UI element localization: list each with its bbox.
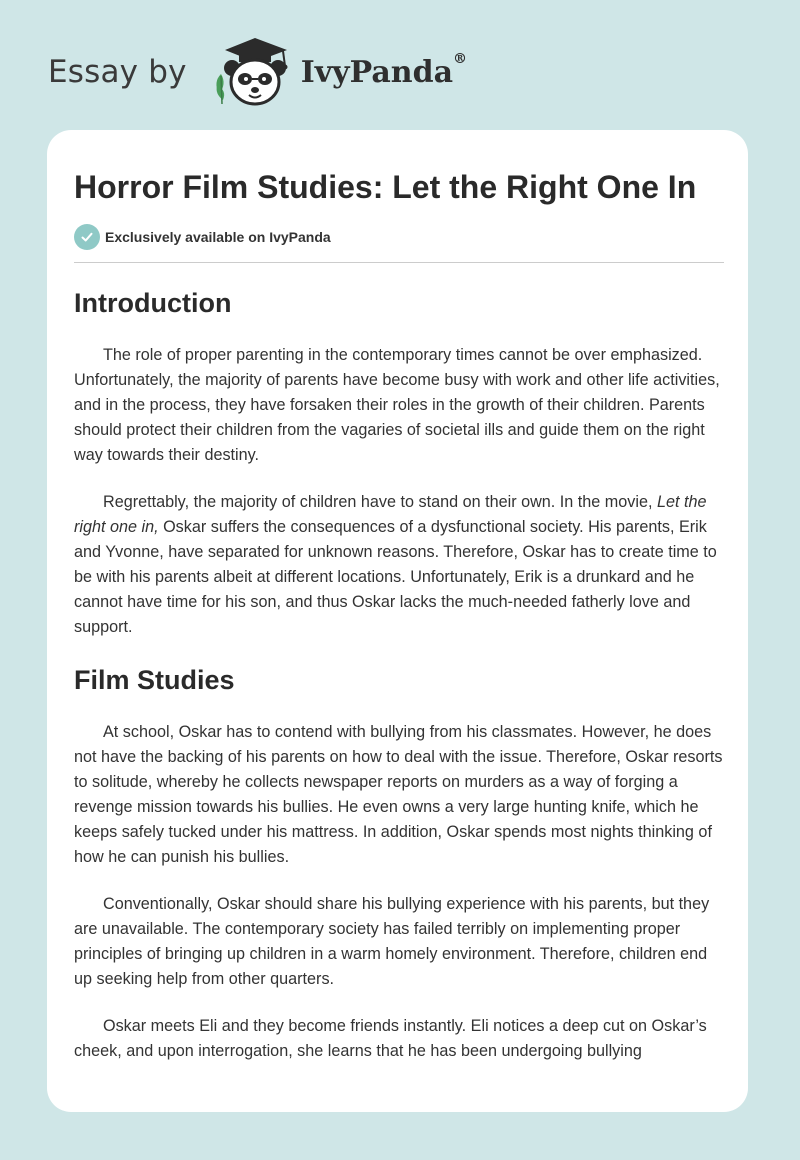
paragraph: The role of proper parenting in the contemporary times cannot be over emphasized. Unfortunately, the majority of parents have become busy with work and other life activities, and in the process, they have forsaken their roles in the growth of their children. Parents should protect their children from the vagaries of societal ills and guide them on the right way towards their destiny. (74, 346, 720, 464)
check-circle-icon (74, 224, 100, 250)
site-header (48, 36, 467, 108)
section-heading-film-studies: Film Studies (74, 665, 235, 695)
exclusive-text: Exclusively available on IvyPanda (105, 229, 331, 245)
panda-graduate-icon (205, 36, 297, 108)
paragraph: At school, Oskar has to contend with bullying from his classmates. However, he does not have the backing of his parents on how to deal with the issue. Therefore, Oskar resorts to solitude, whereby he collects newspaper reports on murders as a way of forging a revenge mission towards his bullies. He even owns a very large hunting knife, which he keeps safely tucked under his mattress. In addition, Oskar spends most nights thinking of how he can punish his bullies. (74, 723, 723, 866)
essay-card (47, 130, 748, 1112)
movie-title: Let the right one in, (74, 493, 707, 536)
paragraph: Regrettably, the majority of children have to stand on their own. In the movie, Let the right one in, Oskar suffers the consequences of a dysfunctional society. His parents, Erik and Yvonne, have separated for unknown reasons. Therefore, Oskar has to create time to be with his parents albeit at different locations. Unfortunately, Erik is a drunkard and he cannot have time for his son, and thus Oskar lacks the much-needed fatherly love and support. (74, 493, 717, 636)
title-divider (74, 262, 724, 263)
essay-content (74, 130, 724, 1064)
paragraph: Conventionally, Oskar should share his bullying experience with his parents, but they are unavailable. The contemporary society has failed terribly on implementing proper principles of bringing up children in a warm homely environment. Therefore, children end up seeking help from other quarters. (74, 895, 710, 988)
exclusive-badge (74, 224, 724, 250)
section-heading-introduction: Introduction (74, 288, 232, 318)
essay-title: Horror Film Studies: Let the Right One In (74, 169, 697, 205)
paragraph: Oskar meets Eli and they become friends instantly. Eli notices a deep cut on Oskar’s cheek, and upon interrogation, she learns that he has been undergoing bullying (74, 1017, 707, 1060)
essay-by-label: Essay by (48, 54, 187, 90)
brand-name[interactable]: IvyPanda® (300, 50, 468, 90)
